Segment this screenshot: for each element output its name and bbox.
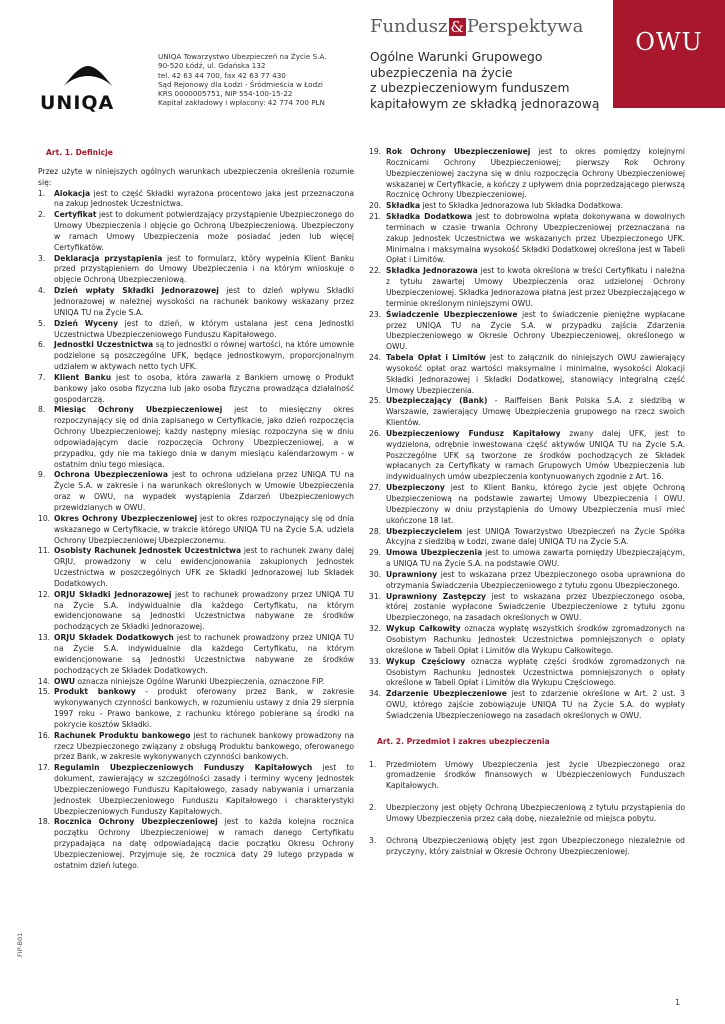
item-text: jest to świadczenie pieniężne wypłacane przez UNIQA TU na Życie S.A. w przypadku zajścia Zdarzenia Ubezpieczeniowego w Okresie Ochrony Ubezpieczeniowej, określonego w OWU. [386, 309, 685, 352]
item-term: Składka Jednorazowa [386, 266, 478, 276]
item-text: jest to osoba, która zawarła z Bankiem umowę o Produkt bankowy jako osoba fizyczna lub jako osoba fizyczna prowadząca działalność gospodarczą. [54, 372, 354, 404]
item-number: 3. [369, 835, 377, 845]
item-text: jest UNIQA Towarzystwo Ubezpieczeń na Życie Spółka Akcyjna z siedzibą w Łodzi, zwane dalej UNIQA TU na Życie S.A. [386, 526, 685, 547]
definition-item [369, 836, 685, 858]
item-term: Wykup Całkowity [386, 624, 461, 634]
item-number: 6. [38, 340, 46, 350]
page-number: 1 [675, 998, 681, 1007]
item-term: Uprawniony [386, 569, 438, 579]
definition-item [38, 373, 354, 406]
brand-right: Perspektywa [466, 16, 584, 37]
item-number: 27. [369, 483, 382, 493]
item-number: 26. [369, 428, 382, 438]
definition-item [369, 803, 685, 825]
title-line: z ubezpieczeniowym funduszem [370, 81, 570, 95]
definition-item [369, 266, 685, 309]
item-text: jest to kwota określona w treści Certyfikatu i należna z tytułu zawartej Umowy Ubezpieczenia oraz udzielonej Ochrony Ubezpieczeniowej. Składka Jednorazowa płatna jest przez Ubezpieczającego w terminie określonym niniejszymi OWU. [386, 266, 685, 308]
item-text: Przedmiotem Umowy Ubezpieczenia jest życie Ubezpieczonego oraz gromadzenie środków finansowych w Ubezpieczeniowych Funduszach Kapitałowych. [386, 759, 685, 791]
definitions-list [38, 189, 354, 872]
item-term: Uprawniony Zastępczy [386, 591, 486, 601]
item-text: jest to załącznik do niniejszych OWU zawierający wysokość opłat oraz wartości maksymalne i minimalne, wysokości Alokacji Składki Jednorazowej i Składki Dodatkowej, stanowiący integralną część Umowy Ubezpieczenia. [386, 353, 685, 395]
item-number: 10. [38, 513, 51, 523]
item-number: 34. [369, 689, 382, 699]
company-info [158, 52, 327, 108]
item-term: Miesiąc Ochrony Ubezpieczeniowej [54, 405, 223, 415]
definition-item [38, 189, 354, 211]
item-number: 3. [38, 253, 46, 263]
item-number: 21. [369, 212, 382, 222]
form-code: FIP-B01 [16, 932, 24, 957]
definition-item [38, 687, 354, 730]
definition-item [369, 396, 685, 429]
item-term: Okres Ochrony Ubezpieczeniowej [54, 513, 198, 523]
item-text: oznacza wypłatę wszystkich środków zgromadzonych na Osobistym Rachunku Jednostek Uczestnictwa pomniejszonych o opłaty określone w Tabeli Opłat i Limitów dla Wykupu Całkowitego. [386, 624, 685, 655]
company-line: Kapitał zakładowy i wpłacony: 42 774 700 PLN [158, 98, 325, 108]
item-term: Wykup Częściowy [386, 656, 466, 666]
definition-item [38, 210, 354, 253]
item-text: jest to formularz, który wypełnia Klient Banku przed przystąpieniem do Umowy Ubezpieczenia i na którym wnioskuje o objęcie Ochroną Ubezpieczeniową. [54, 253, 355, 285]
item-text: - Raiffeisen Bank Polska S.A. z siedzibą w Warszawie, zawierający Umowę Ubezpieczenia grupowego na rzecz swoich Klientów. [386, 396, 685, 428]
item-term: Regulamin Ubezpieczeniowych Funduszy Kapitałowych [54, 763, 313, 773]
definition-item [38, 731, 354, 764]
item-number: 15. [38, 687, 51, 697]
item-number: 16. [38, 730, 51, 740]
definition-item [38, 514, 354, 547]
item-term: Tabela Opłat i Limitów [386, 353, 486, 363]
item-text: jest to wskazana przez Ubezpieczonego osoba, której zostanie wypłacone Świadczenie Ubezpieczeniowe z tytułu zgonu Ubezpieczonego, na zasadach określonych w OWU. [386, 591, 685, 623]
item-term: Umowa Ubezpieczenia [386, 548, 483, 558]
item-term: Ubezpieczający (Bank) [386, 396, 488, 406]
item-number: 5. [38, 318, 46, 328]
item-number: 25. [369, 396, 382, 406]
item-text: jest to umowa zawarta pomiędzy Ubezpieczającym, a UNIQA TU na Życie S.A. na podstawie OWU. [386, 548, 685, 569]
document-title [370, 50, 610, 112]
item-text: jest to rachunek zwany dalej ORJU, prowadzony w celu ewidencjonowania zakupionych Jednostek Uczestnictwa w poszczególnych UFK ze Składki Jednorazowej lub Składek Dodatkowych. [54, 546, 354, 588]
title-line: ubezpieczenia na życie [370, 65, 513, 80]
item-text: jest to dokument, zawierający w szczególności zasady i terminy wyceny Jednostek Ubezpieczeniowego Funduszu Kapitałowego, zasady nabywania i umarzania Jednostek Ubezpieczeniowego Funduszu Kapitałowego i charakterystyki Ubezpieczeniowych Funduszy Kapitałowych. [54, 763, 355, 816]
item-term: Dzień Wyceny [54, 318, 119, 328]
item-number: 13. [38, 633, 51, 643]
item-number: 17. [38, 763, 51, 773]
definition-item [369, 429, 685, 483]
item-text: jest to każda kolejna rocznica początku Ochrony Ubezpieczeniowej w ramach danego Certyfikatu przypadająca na datę odpowiadającą dacie początku Okresu Ochrony Ubezpieczeniowej. Przyjmuje się, że rocznica daty 29 lutego przypada w ostatnim dzień lutego. [54, 817, 354, 870]
article-1-intro: Przez użyte w niniejszych ogólnych warunkach ubezpieczenia określenia rozumie się: [38, 166, 354, 187]
definition-item [369, 147, 685, 201]
item-text: jest to okres pomiędzy kolejnymi Rocznicami Ochrony Ubezpieczeniowej; pierwszy Rok Ochrony Ubezpieczeniowej zaczyna się w dniu rozpoczęcia Ochrony Ubezpieczeniowej wskazanej w Certyfikacie, a kończy z upływem dnia poprzedzającego pierwszą Rocznicę Ochrony Ubezpieczeniowej. [386, 147, 685, 200]
item-term: Produkt bankowy [54, 687, 136, 697]
brand-ampersand: & [450, 18, 464, 36]
definition-item [38, 677, 354, 688]
item-number: 33. [369, 656, 382, 666]
item-number: 20. [369, 201, 382, 211]
definition-item [38, 817, 354, 871]
owu-badge-text: OWU [635, 28, 703, 56]
item-term: OWU [54, 676, 75, 686]
item-text: oznacza wypłatę części środków zgromadzonych na Osobistym Rachunku Jednostek Uczestnictwa pomniejszonych o opłaty określone w Tabeli Opłat i Limitów dla Wykupu Częściowego. [386, 656, 685, 688]
definition-item [369, 483, 685, 526]
definition-item [369, 657, 685, 690]
company-line: UNIQA Towarzystwo Ubezpieczeń na Życie S.A. [158, 52, 327, 61]
definition-item [38, 405, 354, 470]
title-line: kapitałowym ze składką jednorazową [370, 96, 600, 111]
definition-item [369, 592, 685, 625]
company-line: KRS 0000005751, NIP 554-100-15-22 [158, 89, 293, 99]
definition-item [369, 527, 685, 549]
item-text: oznacza niniejsze Ogólne Warunki Ubezpieczenia, oznaczone FIP. [75, 676, 325, 686]
item-term: Świadczenie Ubezpieczeniowe [386, 309, 518, 319]
item-number: 30. [369, 569, 382, 579]
item-term: Osobisty Rachunek Jednostek Uczestnictwa [54, 546, 242, 556]
item-text: jest to rachunek prowadzony przez UNIQA TU na Życie S.A. indywidualnie dla każdego Certyfikatu, na którym ewidencjonowane są Jednostki Uczestnictwa nabywane ze środków pochodzących ze Składki Jednorazowej. [54, 589, 354, 632]
item-number: 23. [369, 309, 382, 319]
definition-item [38, 633, 354, 676]
definition-item [38, 340, 354, 373]
title-line: Ogólne Warunki Grupowego [370, 50, 543, 64]
item-text: jest to rachunek bankowy prowadzony na rzecz Ubezpieczonego związany z obsługą Produktu bankowego, oferowanego przez Bank, w zakresie wykonywanych czynności bankowych. [54, 730, 355, 762]
item-text: jest to wskazana przez Ubezpieczonego osoba uprawniona do otrzymania Świadczenia Ubezpieczeniowego z tytułu zgonu Ubezpieczonego. [386, 569, 685, 590]
item-text: są to jednostki o równej wartości, na które umownie podzielone są poszczególne UFK, będące jednostkowym, proporcjonalnym udziałem w aktywach netto tych UFK. [54, 340, 354, 372]
definition-item [369, 548, 685, 570]
item-term: Dzień wpłaty Składki Jednorazowej [54, 286, 219, 296]
definition-item [38, 763, 354, 817]
company-line: tel. 42 63 44 700, fax 42 63 77 430 [158, 70, 286, 80]
item-term: Jednostki Uczestnictwa [54, 340, 154, 350]
item-text: jest to dzień, w którym ustalana jest cena Jednostki Uczestnictwa Ubezpieczeniowego Funduszu Kapitałowego. [54, 318, 354, 339]
item-number: 7. [38, 372, 46, 382]
article-1-title: Art. 1. Definicje [46, 148, 113, 157]
item-number: 12. [38, 589, 51, 599]
item-number: 4. [38, 286, 46, 296]
item-term: Ubezpieczycielem [386, 526, 463, 536]
item-number: 31. [369, 591, 382, 601]
item-text: Ubezpieczony jest objęty Ochroną Ubezpieczeniową z tytułu przystąpienia do Umowy Ubezpieczenia przez całą dobę, niezależnie od miejsca pobytu. [386, 803, 685, 823]
item-text: zwany dalej UFK, jest to wydzielona, odrębnie inwestowana część aktywów UNIQA TU na Życie S.A. Poszczególne UFK są tworzone ze środków pochodzących ze Składek wpłacanych za Certyfikaty w ramach Grupowych Umów Ubezpieczenia lub indywidualnych umów ubezpieczenia kontynuowanych zgodnie z Art. 16. [386, 428, 686, 482]
left-column [38, 148, 354, 872]
definition-item [38, 254, 354, 287]
item-term: Deklaracja przystąpienia [54, 253, 163, 263]
item-number: 9. [38, 470, 46, 480]
item-term: Alokacja [54, 188, 91, 198]
item-term: Certyfikat [54, 210, 97, 220]
definition-item [369, 310, 685, 353]
item-term: ORJU Składek Dodatkowych [54, 633, 174, 643]
company-line: Sąd Rejonowy dla Łodzi - Śródmieścia w Łodzi [158, 79, 323, 89]
article-2-title: Art. 2. Przedmiot i zakres ubezpieczenia [377, 736, 550, 746]
item-term: ORJU Składki Jednorazowej [54, 589, 172, 599]
item-number: 18. [38, 817, 51, 827]
item-text: jest to dokument potwierdzający przystąpienie Ubezpieczonego do Umowy Ubezpieczenia i objęcie go Ochroną Ubezpieczeniową. Ubezpieczony w ramach Umowy Ubezpieczenia może posiadać jeden lub więcej Certyfikatów. [54, 210, 354, 252]
item-number: 24. [369, 353, 382, 363]
product-brand [370, 16, 583, 37]
item-text: jest to rachunek prowadzony przez UNIQA TU na Życie S.A. indywidualnie dla każdego Certyfikatu, na którym ewidencjonowane są Jednostki Uczestnictwa nabywane ze środków pochodzących ze Składek Dodatkowych. [54, 633, 355, 675]
definition-item [369, 689, 685, 722]
item-text: jest to Składka Jednorazowa lub Składka Dodatkowa. [420, 201, 624, 211]
item-term: Zdarzenie Ubezpieczeniowe [386, 689, 507, 699]
article-2-list [369, 760, 685, 858]
item-number: 22. [369, 266, 382, 276]
item-number: 19. [369, 147, 382, 156]
definition-item [369, 212, 685, 266]
item-term: Ubezpieczeniowy Fundusz Kapitałowy [386, 428, 561, 438]
item-number: 1. [38, 188, 46, 198]
definition-item [38, 319, 354, 341]
item-text: jest to miesięczny okres rozpoczynający się od dnia zapisanego w Certyfikacie, jako dzień rozpoczęcia Ochrony Ubezpieczeniowej; każdy następny miesiąc rozpoczyna się w dniu odpowiadającym dacie rozpoczęcia Ochrony Ubezpieczeniowej, a w przypadku, gdy nie ma takiego dnia w danym miesiącu kalendarzowym - w ostatnim dniu tego miesiąca. [54, 405, 354, 469]
item-text: jest to część Składki wyrażona procentowo jaka jest przeznaczona na zakup Jednostek Uczestnictwa. [54, 188, 354, 209]
definition-item [369, 570, 685, 592]
item-term: Ochrona Ubezpieczeniowa [54, 470, 168, 480]
definition-item [369, 624, 685, 657]
company-line: 90-520 Łódź, ul. Gdańska 132 [158, 61, 266, 71]
right-column [369, 147, 685, 868]
item-text: jest to zdarzenie określone w Art. 2 ust. 3 OWU, którego zajście zobowiązuje UNIQA TU na Życie S.A. do wypłaty Świadczenia Ubezpieczeniowego na zasadach określonych w OWU. [386, 689, 685, 720]
item-term: Rocznica Ochrony Ubezpieczeniowej [54, 817, 218, 827]
item-term: Klient Banku [54, 372, 112, 382]
brand-left: Fundusz [370, 16, 448, 37]
item-text: - produkt oferowany przez Bank, w zakresie wykonywanych czynności bankowych, w rozumieniu ustawy z dnia 29 sierpnia 1997 roku - Prawo bankowe, z rachunku którego pobierane są środki na pokrycie kosztów Składki. [54, 687, 354, 729]
item-term: Składka [386, 201, 421, 211]
owu-badge [613, 0, 725, 108]
item-number: 29. [369, 548, 382, 558]
item-number: 1. [369, 759, 377, 769]
definition-item [369, 760, 685, 793]
item-number: 32. [369, 624, 382, 634]
item-number: 11. [38, 546, 51, 556]
definition-item [38, 590, 354, 633]
item-text: jest to dzień wpływu Składki Jednorazowej w należnej wysokości na rachunek bankowy wskazany przez UNIQA TU na Życie S.A. [54, 286, 354, 317]
definition-item [38, 286, 354, 319]
item-text: jest to dobrowolna wpłata dokonywana w dowolnych terminach w czasie trwania Ochrony Ubezpieczeniowej przeznaczana na zakup Jednostek Uczestnictwa we wskazanych przez Ubezpieczonego UFK. Minimalna i maksymalna wysokość Składki Dodatkowej określona jest w Tabeli Opłat i Limitów. [386, 212, 685, 265]
item-number: 2. [369, 803, 377, 813]
item-term: Rachunek Produktu bankowego [54, 730, 191, 740]
item-text: Ochroną Ubezpieczeniową objęty jest zgon Ubezpieczonego niezależnie od przyczyny, który zaistniał w Okresie Ochrony Ubezpieczeniowej. [386, 835, 685, 856]
item-number: 8. [38, 405, 46, 415]
item-term: Ubezpieczony [386, 483, 445, 493]
item-term: Rok Ochrony Ubezpieczeniowej [386, 147, 531, 156]
definition-item [369, 201, 685, 212]
definition-item [369, 353, 685, 396]
item-text: jest to okres rozpoczynający się od dnia wskazanego w Certyfikacie, w trakcie którego UNIQA TU na Życie S.A. udziela Ochrony Ubezpieczeniowej Ubezpieczonemu. [54, 513, 354, 545]
item-number: 2. [38, 210, 46, 220]
item-text: jest to ochrona udzielana przez UNIQA TU na Życie S.A. w zakresie i na warunkach określonych w Umowie Ubezpieczenia oraz w OWU, na wypadek wystąpienia Zdarzeń Ubezpieczeniowych przewidzianych w OWU. [54, 470, 354, 512]
item-text: jest to Klient Banku, którego życie jest objęte Ochroną Ubezpieczeniową na podstawie zawartej Umowy Ubezpieczenia i OWU. Ubezpieczony w dniu przystąpienia do Umowy Ubezpieczenia musi mieć ukończone 18 lat. [386, 483, 685, 525]
item-term: Składka Dodatkowa [386, 212, 473, 222]
logo-text: UNIQA [40, 92, 115, 114]
definitions-list-continued [369, 147, 685, 722]
definition-item [38, 546, 354, 589]
item-number: 28. [369, 526, 382, 536]
definition-item [38, 470, 354, 513]
item-number: 14. [38, 676, 51, 686]
